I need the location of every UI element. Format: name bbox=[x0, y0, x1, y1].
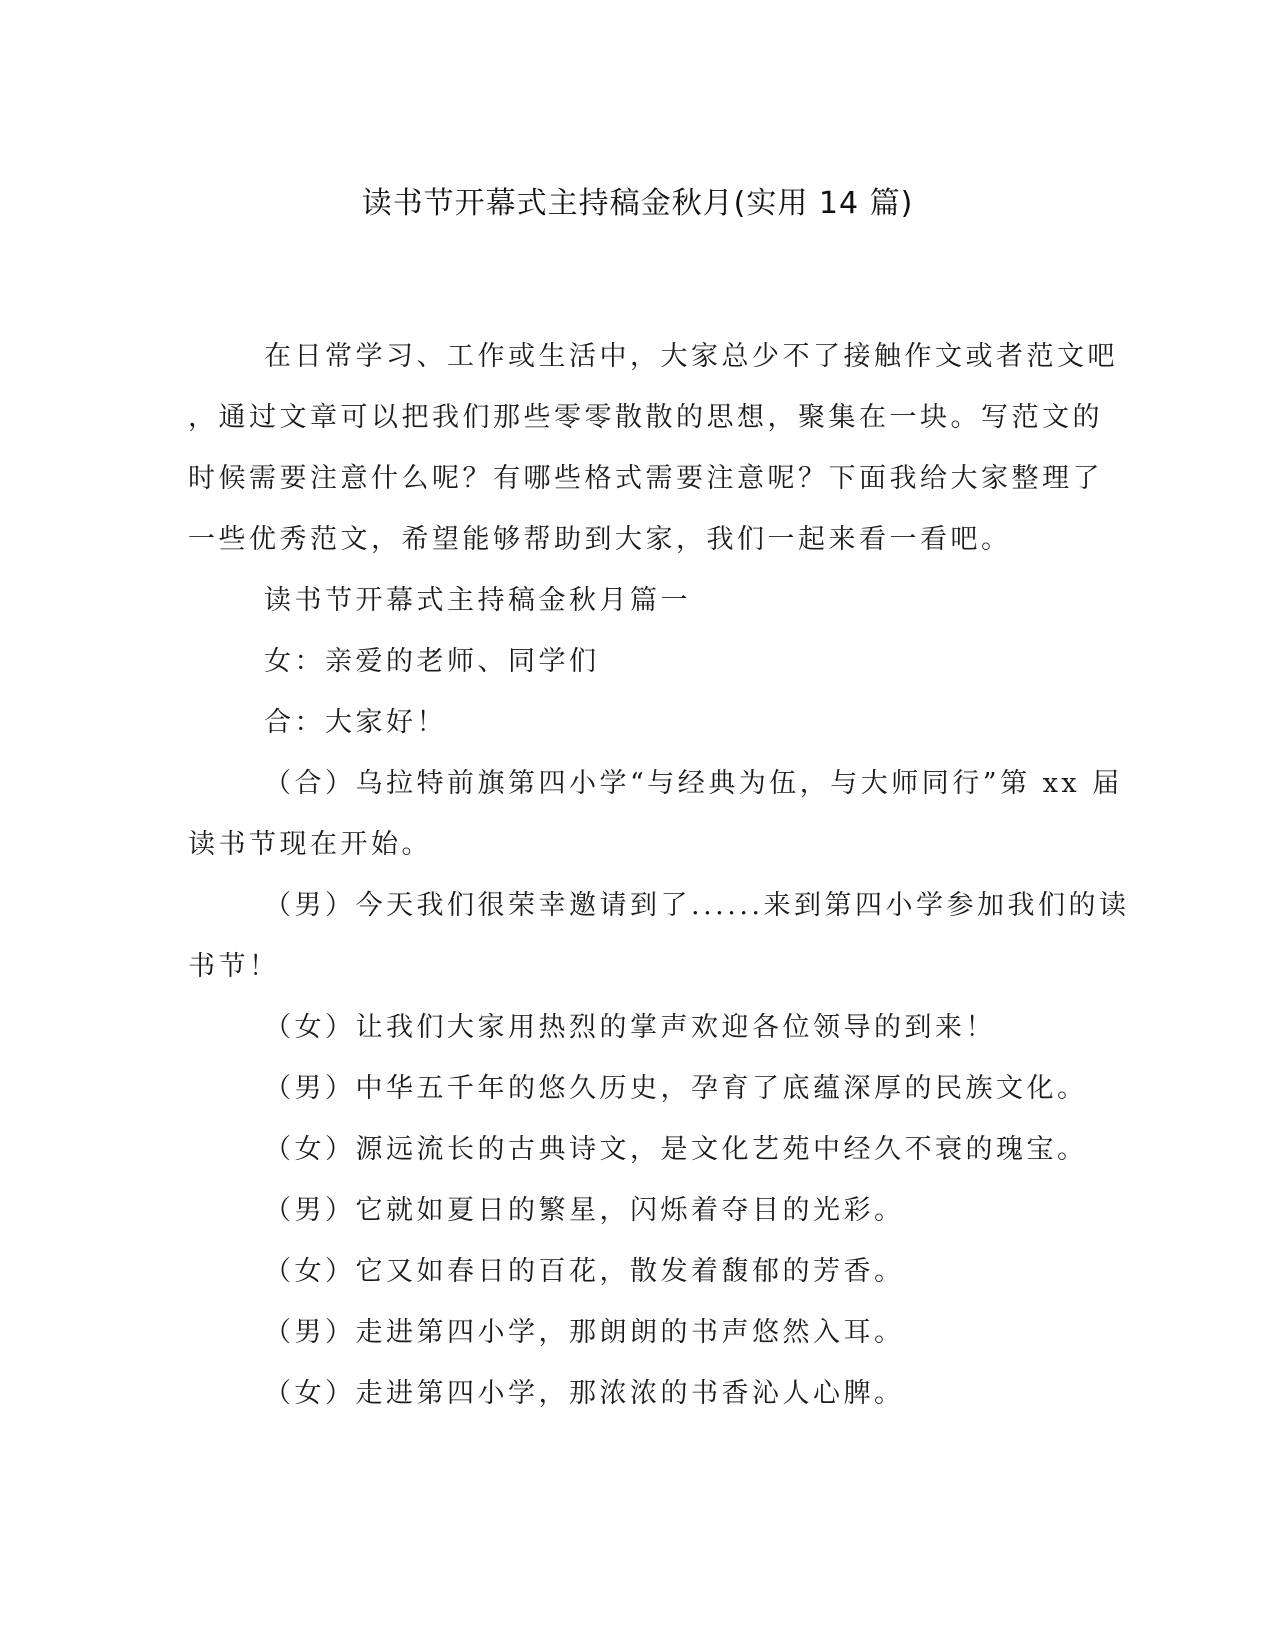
script-text: 合：大家好！ bbox=[264, 707, 447, 738]
script-text: （女）走进第四小学，那浓浓的书香沁人心脾。 bbox=[264, 1378, 905, 1409]
script-text: （男）走进第四小学，那朗朗的书声悠然入耳。 bbox=[264, 1317, 905, 1348]
document-title: 读书节开幕式主持稿金秋月(实用 14 篇) bbox=[361, 186, 914, 221]
script-line bbox=[188, 997, 1078, 1058]
script-text: （女）源远流长的古典诗文，是文化艺苑中经久不衰的瑰宝。 bbox=[264, 1134, 1088, 1165]
intro-line: 在日常学习、工作或生活中，大家总少不了接触作文或者范文吧 bbox=[264, 341, 1118, 372]
script-text: 书节！ bbox=[188, 951, 280, 982]
script-line bbox=[188, 1302, 1078, 1363]
script-line bbox=[188, 1363, 1078, 1424]
script-line bbox=[188, 753, 1123, 875]
intro-line: ，通过文章可以把我们那些零零散散的思想，聚集在一块。写范文的 bbox=[188, 402, 1103, 433]
intro-line: 时候需要注意什么呢？有哪些格式需要注意呢？下面我给大家整理了 bbox=[188, 463, 1103, 494]
script-line bbox=[188, 875, 1130, 997]
script-line bbox=[188, 692, 1078, 753]
script-line bbox=[188, 631, 1078, 692]
script-line bbox=[188, 1180, 1078, 1241]
script-text: 读书节现在开始。 bbox=[188, 829, 432, 860]
script-text: （女）让我们大家用热烈的掌声欢迎各位领导的到来！ bbox=[264, 1012, 996, 1043]
intro-line: 一些优秀范文，希望能够帮助到大家，我们一起来看一看吧。 bbox=[188, 524, 1012, 555]
script-line bbox=[188, 1119, 1088, 1180]
script-text: （男）它就如夏日的繁星，闪烁着夺目的光彩。 bbox=[264, 1195, 905, 1226]
script-text: 女：亲爱的老师、同学们 bbox=[264, 646, 600, 677]
section-heading bbox=[188, 570, 1078, 631]
script-text: （女）它又如春日的百花，散发着馥郁的芳香。 bbox=[264, 1256, 905, 1287]
script-text: （合）乌拉特前旗第四小学“与经典为伍，与大师同行”第 xx 届 bbox=[264, 768, 1123, 799]
script-line bbox=[188, 1058, 1088, 1119]
script-text: （男）今天我们很荣幸邀请到了......来到第四小学参加我们的读 bbox=[264, 890, 1130, 921]
document-body bbox=[188, 326, 1130, 1424]
section-heading-text: 读书节开幕式主持稿金秋月篇一 bbox=[264, 585, 691, 616]
script-line bbox=[188, 1241, 1078, 1302]
intro-paragraph bbox=[188, 326, 1118, 570]
script-text: （男）中华五千年的悠久历史，孕育了底蕴深厚的民族文化。 bbox=[264, 1073, 1088, 1104]
